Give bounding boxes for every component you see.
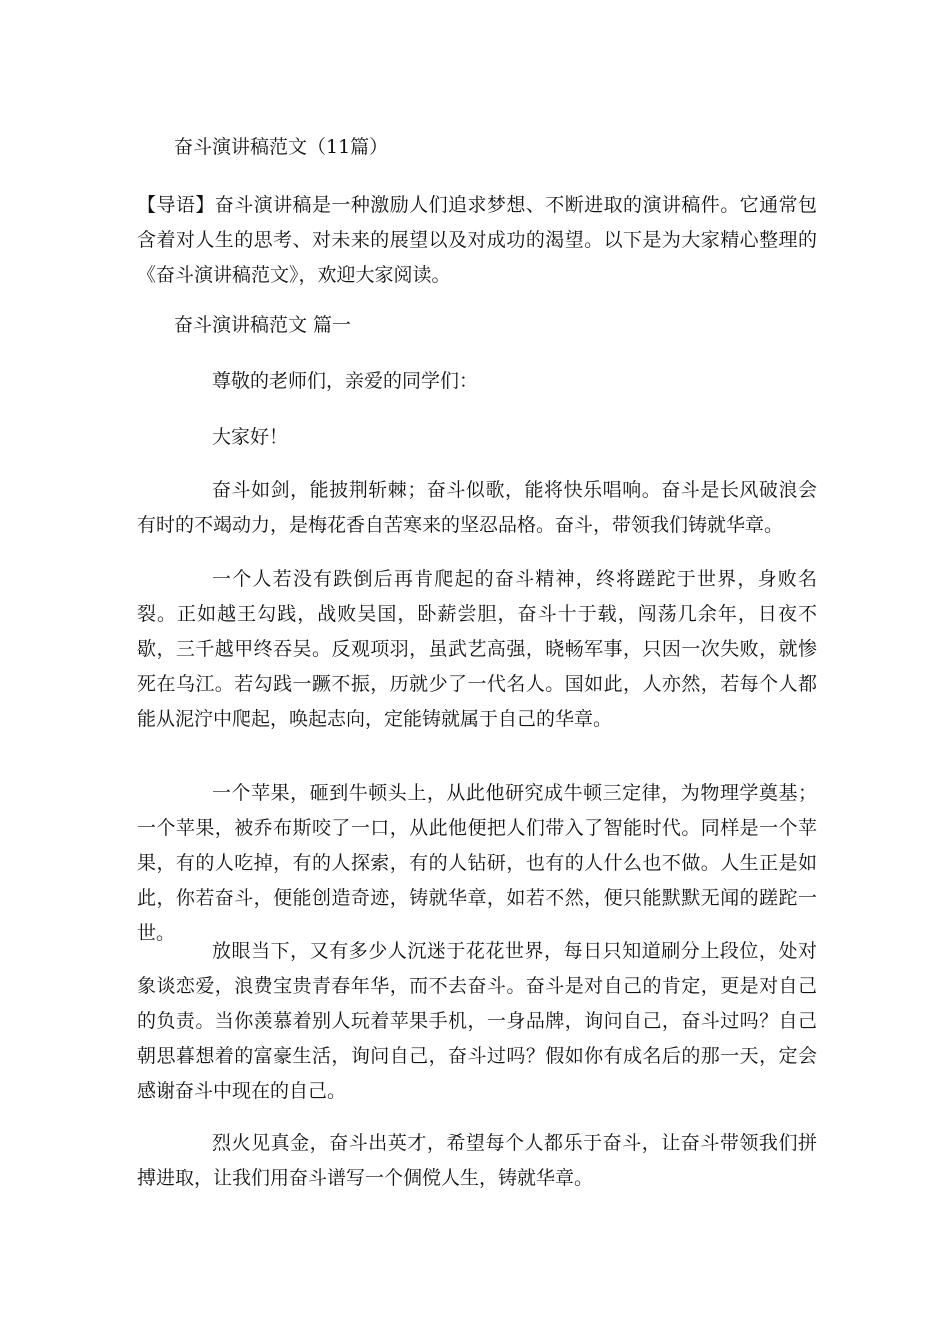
section-heading: 奋斗演讲稿范文 篇一 [174,314,352,336]
intro-paragraph: 【导语】奋斗演讲稿是一种激励人们追求梦想、不断进取的演讲稿件。它通常包含着对人生的思考、对未来的展望以及对成功的渴望。以下是为大家精心整理的《奋斗演讲稿范文》，欢迎大家阅读。 [137,194,817,286]
body-paragraph-1: 奋斗如剑，能披荆斩棘；奋斗似歌，能将快乐唱响。奋斗是长风破浪会有时的不竭动力，是梅花香自苦寒来的坚忍品格。奋斗，带领我们铸就华章。 [137,479,817,536]
greeting: 大家好！ [212,426,289,448]
document-title: 奋斗演讲稿范文（11篇） [174,136,389,158]
body-paragraph-3: 一个苹果，砸到牛顿头上，从此他研究成牛顿三定律，为物理学奠基；一个苹果，被乔布斯咬了一口，从此他便把人们带入了智能时代。同样是一个苹果，有的人吃掉，有的人探索，有的人钻研，也有的人什么也不做。人生正是如此，你若奋斗，便能创造奇迹，铸就华章，如若不然，便只能默默无闻的蹉跎一世。 [137,782,817,944]
body-paragraph-4: 放眼当下，又有多少人沉迷于花花世界，每日只知道刷分上段位，处对象谈恋爱，浪费宝贵青春年华，而不去奋斗。奋斗是对自己的肯定，更是对自己的负责。当你羡慕着别人玩着苹果手机，一身品牌，询问自己，奋斗过吗？自己朝思暮想着的富豪生活，询问自己，奋斗过吗？假如你有成名后的那一天，定会感谢奋斗中现在的自己。 [137,940,817,1102]
body-paragraph-2: 一个人若没有跌倒后再肯爬起的奋斗精神，终将蹉跎于世界，身败名裂。正如越王勾践，战败吴国，卧薪尝胆，奋斗十于载，闯荡几余年，日夜不歇，三千越甲终吞吴。反观项羽，虽武艺高强，晓畅军事，只因一次失败，就惨死在乌江。若勾践一蹶不振，历就少了一代名人。国如此，人亦然，若每个人都能从泥泞中爬起，唤起志向，定能铸就属于自己的华章。 [137,568,817,730]
salutation: 尊敬的老师们，亲爱的同学们： [212,370,479,392]
body-paragraph-5: 烈火见真金，奋斗出英才，希望每个人都乐于奋斗，让奋斗带领我们拼搏进取，让我们用奋斗谱写一个倜傥人生，铸就华章。 [137,1132,817,1189]
